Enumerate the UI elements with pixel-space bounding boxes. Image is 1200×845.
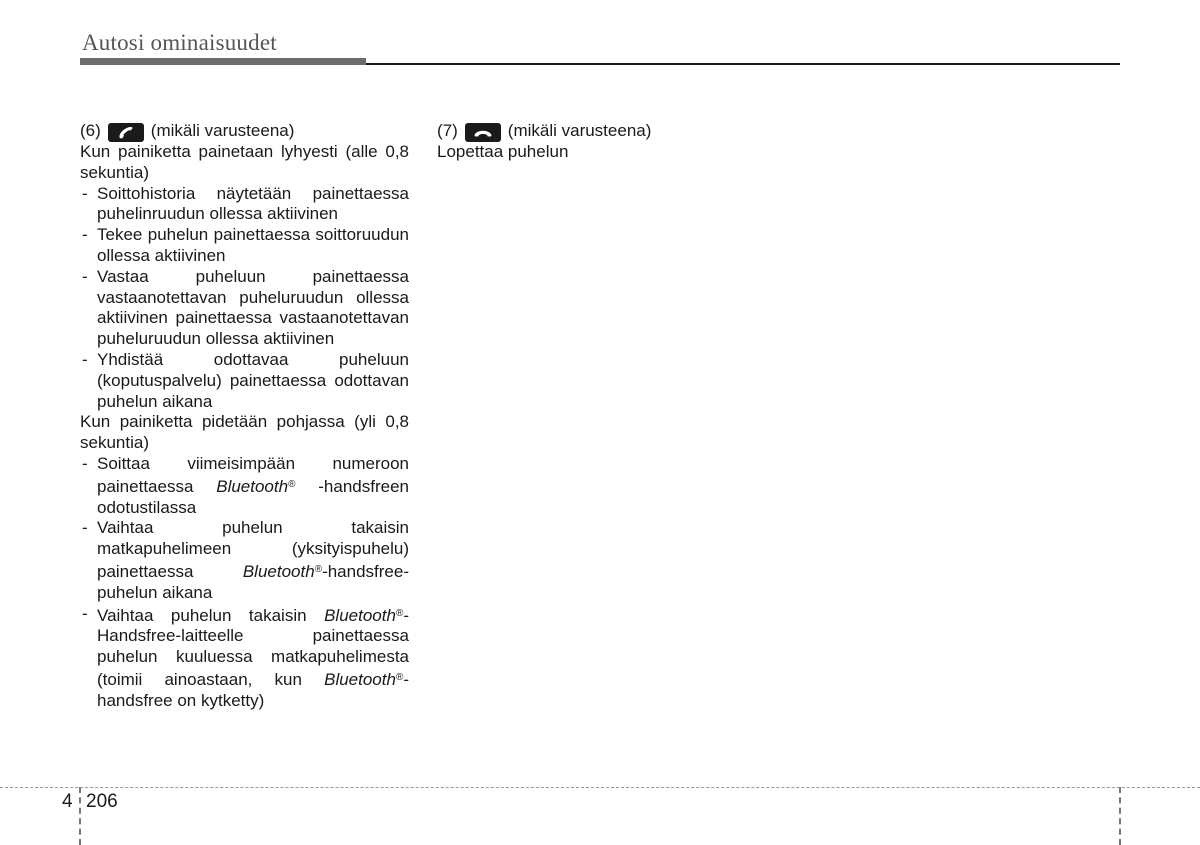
section-heading-7 — [437, 121, 766, 142]
list-item: - Yhdistää odottavaa puheluun (koputuspalvelu) painettaessa odottavan puhelun aikana — [82, 349, 409, 411]
page-number: 206 — [86, 791, 118, 812]
list-item: - Tekee puhelun painettaessa soittoruudun ollessa aktiivinen — [82, 225, 409, 265]
item-number: (7) — [437, 121, 458, 141]
list-item: - Soittaa viimeisimpään numeroon painettaessa Bluetooth® -handsfreen odotustilassa — [82, 453, 409, 517]
long-press-list — [80, 454, 409, 712]
short-press-text: Kun painiketta painetaan lyhyesti (alle 0,8 sekuntia) — [80, 142, 409, 182]
section-heading-6 — [80, 121, 409, 142]
item-number: (6) — [80, 121, 101, 141]
chapter-number: 4 — [62, 791, 73, 812]
short-press-list — [80, 184, 409, 413]
header-bar — [80, 58, 366, 65]
hangup-description: Lopettaa puhelun — [437, 142, 569, 161]
right-column — [437, 121, 766, 163]
list-item: - Vastaa puheluun painettaessa vastaanotettavan puheluruudun ollessa aktiivinen painettaessa vastaanotettavan puheluruudun ollessa aktiivinen — [82, 266, 409, 349]
heading-suffix: (mikäli varusteena) — [507, 121, 652, 141]
phone-hangup-icon — [465, 123, 501, 142]
list-item: - Vaihtaa puhelun takaisin matkapuhelimeen (yksityispuhelu) painettaessa Bluetooth®-handsfree-puhelun aikana — [82, 518, 409, 602]
footer-right-tick — [1119, 787, 1121, 845]
footer-left-tick — [79, 787, 81, 845]
left-column — [80, 121, 409, 712]
heading-suffix: (mikäli varusteena) — [150, 121, 295, 141]
list-item: - Soittohistoria näytetään painettaessa puhelinruudun ollessa aktiivinen — [82, 183, 409, 224]
phone-call-icon — [108, 123, 144, 142]
page-header-title: Autosi ominaisuudet — [82, 30, 277, 55]
footer-rule — [0, 787, 1200, 788]
long-press-text: Kun painiketta pidetään pohjassa (yli 0,8 sekuntia) — [80, 412, 409, 453]
header-rule — [366, 63, 1120, 65]
list-item: - Vaihtaa puhelun takaisin Bluetooth®-Handsfree-laitteelle painettaessa puhelun kuuluessa matkapuhelimesta (toimii ainoastaan, kun Bluetooth®-handsfree on kytketty) — [82, 603, 409, 710]
